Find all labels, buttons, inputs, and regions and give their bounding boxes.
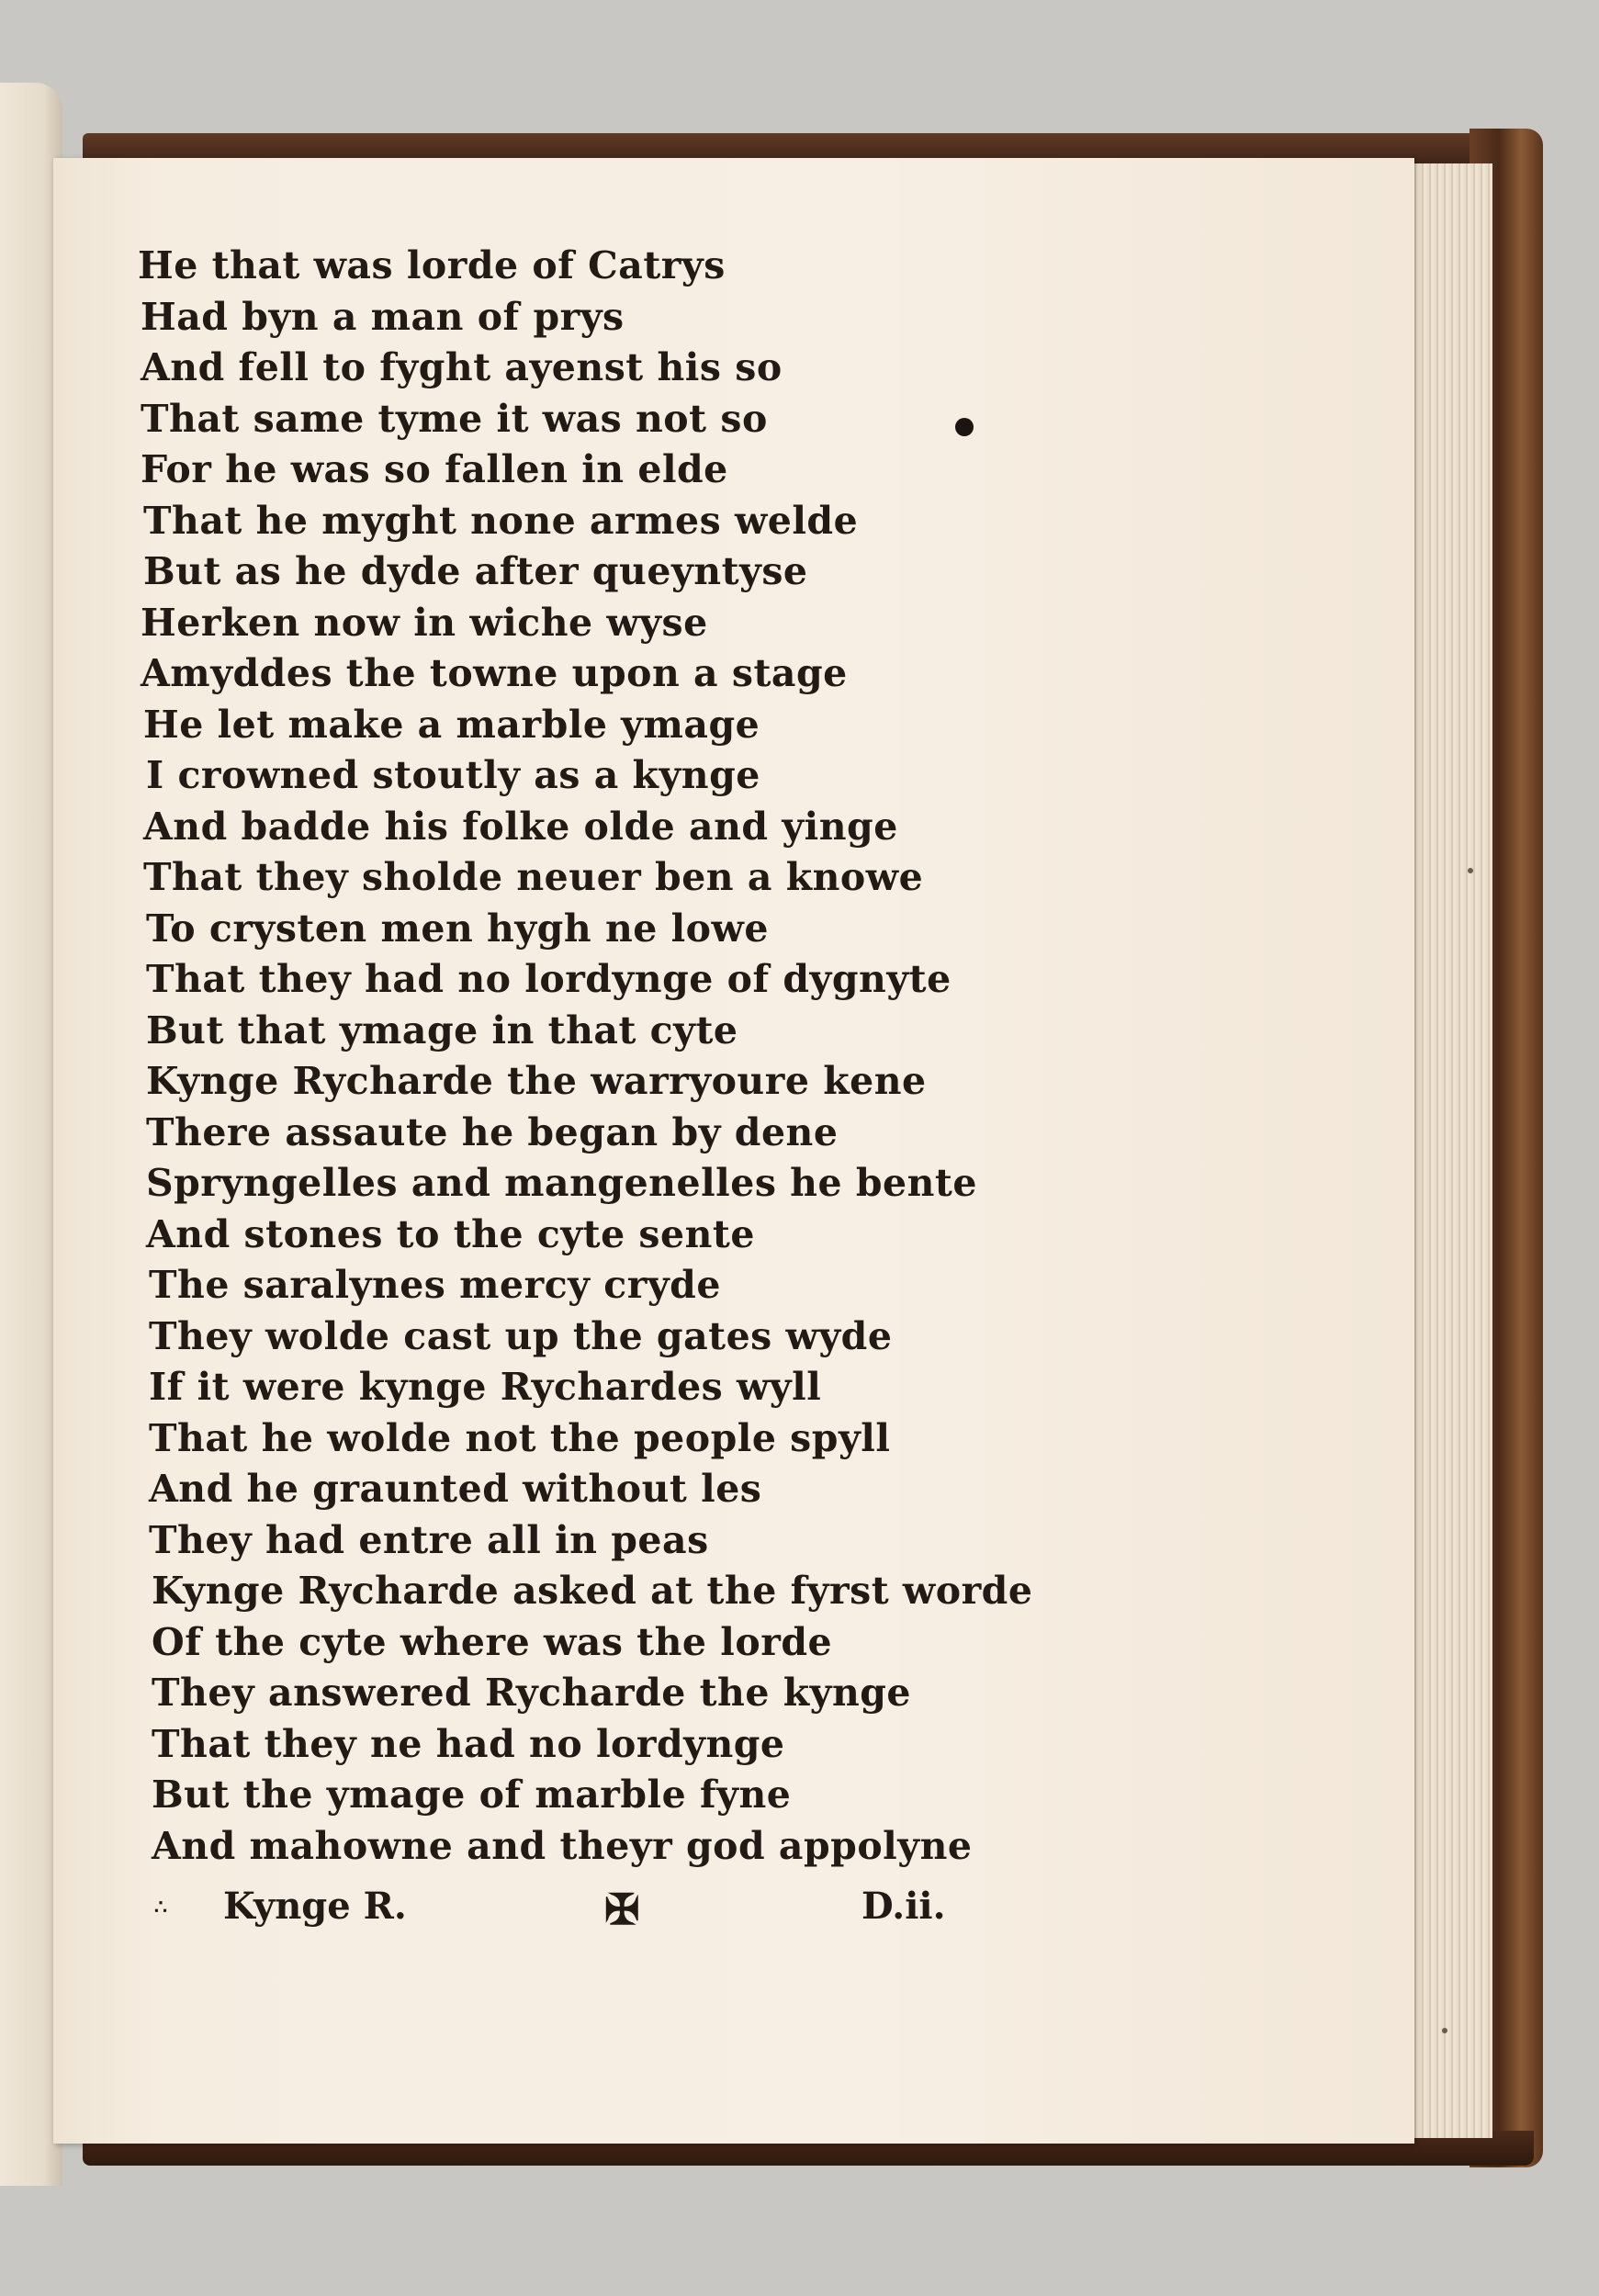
verse-line: Of the cyte where was the lorde [152,1619,833,1664]
page-fore-edge [1410,163,1492,2138]
verse-line: To crysten men hygh ne lowe [146,906,769,951]
cross-ornament-icon: ✠ [604,1885,640,1934]
verse-line: The saralynes mercy cryde [149,1263,721,1307]
catchword: Kynge R. [223,1885,407,1928]
verse-line: That same tyme it was not so [141,396,768,441]
verse-line: That they ne had no lordynge [152,1721,785,1766]
verse-line: They wolde cast up the gates wyde [149,1313,893,1358]
verse-line: And stones to the cyte sente [146,1211,755,1256]
verse-line: But the ymage of marble fyne [152,1773,792,1817]
verse-line: Kynge Rycharde the warryoure kene [146,1059,927,1103]
verse-line: If it were kynge Rychardes wyll [149,1365,822,1409]
verse-line: But that ymage in that cyte [146,1007,738,1052]
verse-line: Spryngelles and mangenelles he bente [146,1161,977,1205]
verse-line: But as he dyde after queyntyse [143,549,808,593]
verse-line: That they sholde neuer ben a knowe [143,855,924,899]
blackletter-verse-block [138,241,1033,1872]
footer-dots: ∴ [154,1896,167,1919]
signature-mark: D.ii. [861,1885,946,1928]
verse-line: He that was lorde of Catrys [138,243,726,287]
verse-line: Had byn a man of prys [141,294,625,339]
verse-line: He let make a marble ymage [143,702,760,747]
verse-line: They had entre all in peas [149,1517,709,1562]
page-footer [154,1885,981,1940]
paper-speck [1442,2028,1447,2033]
verse-line: For he was so fallen in elde [141,447,728,491]
verse-line: That they had no lordynge of dygnyte [146,957,952,1001]
verse-line: And he graunted without les [149,1467,762,1511]
verse-line: And fell to fyght ayenst his so [141,345,783,389]
verse-line: I crowned stoutly as a kynge [146,753,760,797]
verse-line: Herken now in wiche wyse [141,600,708,645]
verse-line: And badde his folke olde and yinge [143,804,898,849]
verse-line: And mahowne and theyr god appolyne [152,1823,973,1868]
verse-line: They answered Rycharde the kynge [152,1671,912,1715]
paper-speck [1468,868,1473,873]
verse-line: Kynge Rycharde asked at the fyrst worde [152,1569,1033,1613]
verse-line: That he wolde not the people spyll [149,1415,891,1460]
verse-line: Amyddes the towne upon a stage [141,651,848,695]
verse-line: There assaute he began by dene [146,1109,839,1154]
verse-line: That he myght none armes welde [143,498,859,543]
